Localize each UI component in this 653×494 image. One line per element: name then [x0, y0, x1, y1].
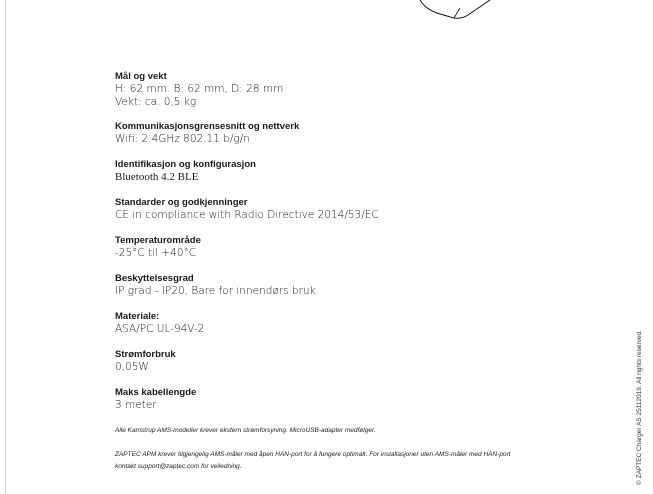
spec-value: IP grad - IP20, Bare for innendørs bruk	[115, 285, 316, 297]
spec-temperature	[115, 235, 201, 260]
spec-value: H: 62 mm. B: 62 mm, D: 28 mm	[115, 83, 284, 95]
spec-protection	[115, 273, 316, 298]
spec-communication	[115, 121, 299, 146]
note-han-port-line1: ZAPTEC APM krever tilgjengelig AMS-måler med åpen HAN-port for å fungere optimalt. For installasjoner uten AMS-måler med HAN-port	[115, 451, 511, 458]
spec-label: Materiale:	[115, 311, 160, 322]
spec-value: ASA/PC UL-94V-2	[115, 323, 205, 335]
page-edge-line	[5, 0, 6, 494]
spec-value: Bluetooth 4.2 BLE	[115, 171, 199, 183]
spec-value: Wifi: 2.4GHz 802.11 b/g/n	[115, 133, 250, 145]
spec-standards	[115, 197, 379, 222]
spec-label: Kommunikasjonsgrensesnitt og nettverk	[115, 121, 300, 132]
spec-label: Strømforbruk	[115, 349, 176, 360]
spec-value: 0,05W	[115, 361, 149, 373]
note-han-port-line2: kontakt support@zaptec.com for veiledning.	[115, 463, 242, 470]
note-kamstrup: Alle Kamstrup AMS-modeller krever ekstern strømforsyning. MicroUSB-adapter medfølger.	[115, 427, 376, 434]
spec-label: Temperaturområde	[115, 235, 201, 246]
spec-label: Standarder og godkjenninger	[115, 197, 248, 208]
spec-value: Vekt: ca. 0,5 kg	[115, 96, 197, 108]
spec-label: Mål og vekt	[115, 71, 167, 82]
spec-cable-length	[115, 387, 196, 412]
spec-dimensions	[115, 71, 283, 109]
spec-label: Identifikasjon og konfigurasjon	[115, 159, 256, 170]
spec-label: Maks kabellengde	[115, 387, 197, 398]
spec-power	[115, 349, 176, 374]
copyright-notice: © ZAPTEC Charger AS 25112019. All rights reserved.	[636, 330, 643, 485]
spec-value: CE in compliance with Radio Directive 2014/53/EC	[115, 209, 379, 221]
spec-identification	[115, 159, 256, 184]
spec-label: Beskyttelsesgrad	[115, 273, 194, 284]
spec-material	[115, 311, 204, 336]
spec-value: -25°C til +40°C	[115, 247, 197, 259]
device-illustration	[410, 0, 500, 22]
spec-value: 3 meter	[115, 399, 157, 411]
